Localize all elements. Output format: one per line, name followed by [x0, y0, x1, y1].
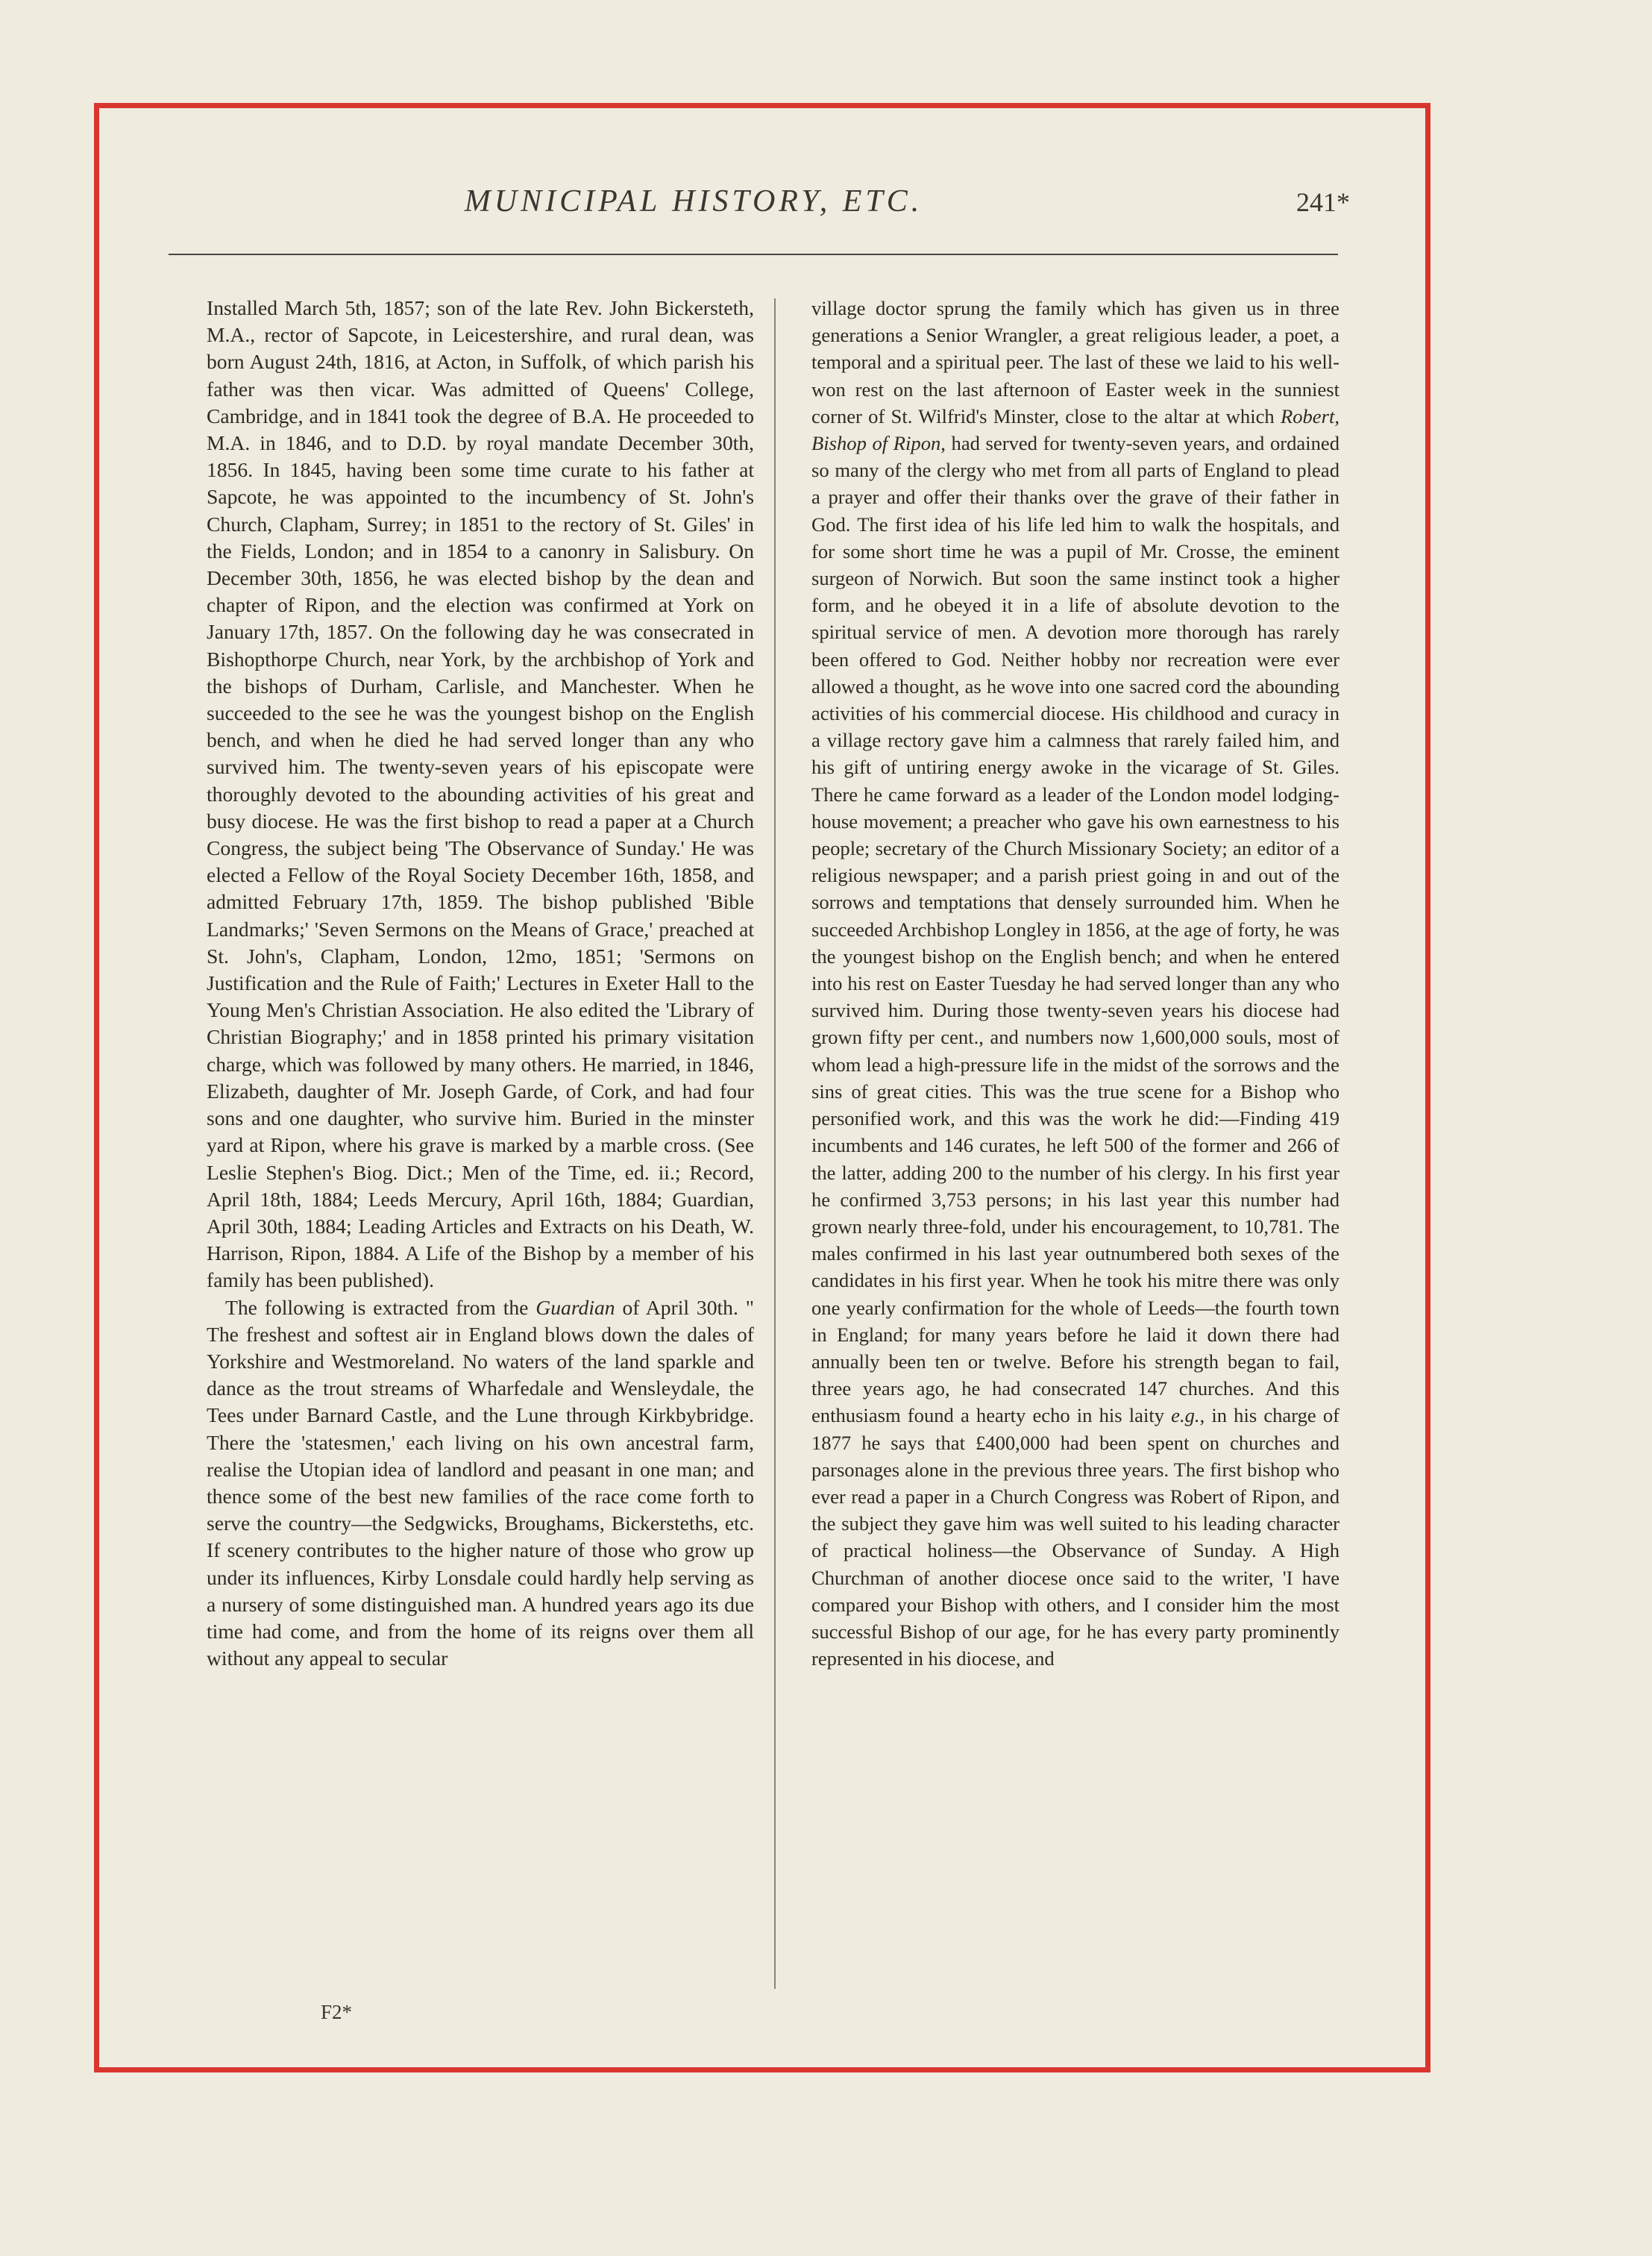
left-paragraph-2-start: The following is extracted from the: [225, 1295, 536, 1319]
right-text-1: village doctor sprung the family which has given us in three generations a Senior Wrangler, a great religious leader, a poet, a temporal and a spiritual peer. The last of these we laid to his well-won rest on the last afternoon of Easter week in the sunniest corner of St. Wilfrid's Minster, close to the altar at which: [811, 297, 1339, 427]
guardian-title: Guardian: [536, 1295, 615, 1319]
right-paragraph: [811, 295, 1339, 1672]
left-paragraph-2-rest: of April 30th. " The freshest and softest air in England blows down the dales of Yorkshire and Westmoreland. No waters of the land sparkle and dance as the trout streams of Wharfedale and Wensleydale, the Tees under Barnard Castle, and the Lune through Kirkbybridge. There the 'statesmen,' each living on his own ancestral farm, realise the Utopian idea of landlord and peasant in one man; and thence some of the best new families of the race come forth to serve the country—the Sedgwicks, Broughams, Bickersteths, etc. If scenery contributes to the higher nature of those who grow up under its influences, Kirby Lonsdale could hardly help serving as a nursery of some distinguished man. A hundred years ago its due time had come, and from the home of its reigns over them all without any appeal to secular: [207, 1295, 755, 1670]
eg-abbrev: e.g.: [1171, 1404, 1200, 1427]
page-number: 241*: [1296, 187, 1350, 217]
header-rule: [169, 254, 1338, 255]
right-text-3: , in his charge of 1877 he says that £400,000 had been spent on churches and parsonages alone in the previous three years. The first bishop who ever read a paper in a Church Congress was Robert of Ripon, and the subject they gave him was well suited to his leading character of practical holiness—the Observance of Sunday. A High Churchman of another diocese once said to the writer, 'I have compared your Bishop with others, and I consider him the most successful Bishop of our age, for he has every party prominently represented in his diocese, and: [811, 1404, 1339, 1670]
left-paragraph-1: Installed March 5th, 1857; son of the late Rev. John Bickersteth, M.A., rector of Sapcote, in Leicestershire, and rural dean, was born August 24th, 1816, at Acton, in Suffolk, of which parish his father was then vicar. Was admitted of Queens' College, Cambridge, and in 1841 took the degree of B.A. He proceeded to M.A. in 1846, and to D.D. by royal mandate December 30th, 1856. In 1845, having been some time curate to his father at Sapcote, he was appointed to the incumbency of St. John's Church, Clapham, Surrey; in 1851 to the rectory of St. Giles' in the Fields, London; and in 1854 to a canonry in Salisbury. On December 30th, 1856, he was elected bishop by the dean and chapter of Ripon, and the election was confirmed at York on January 17th, 1857. On the following day he was consecrated in Bishopthorpe Church, near York, by the archbishop of York and the bishops of Durham, Carlisle, and Manchester. When he succeeded to the see he was the youngest bishop on the English bench, and when he died he had served longer than any who survived him. The twenty-seven years of his episcopate were thoroughly devoted to the abounding activities of his great and busy diocese. He was the first bishop to read a paper at a Church Congress, the subject being 'The Observance of Sunday.' He was elected a Fellow of the Royal Society December 16th, 1858, and admitted February 17th, 1859. The bishop published 'Bible Landmarks;' 'Seven Sermons on the Means of Grace,' preached at St. John's, Clapham, London, 12mo, 1851; 'Sermons on Justification and the Rule of Faith;' Lectures in Exeter Hall to the Young Men's Christian Association. He also edited the 'Library of Christian Biography;' and in 1858 printed his primary visitation charge, which was followed by many others. He married, in 1846, Elizabeth, daughter of Mr. Joseph Garde, of Cork, and had four sons and one daughter, who survive him. Buried in the minster yard at Ripon, where his grave is marked by a marble cross. (See Leslie Stephen's Biog. Dict.; Men of the Time, ed. ii.; Record, April 18th, 1884; Leeds Mercury, April 16th, 1884; Guardian, April 30th, 1884; Leading Articles and Extracts on his Death, W. Harrison, Ripon, 1884. A Life of the Bishop by a member of his family has been published).: [207, 296, 754, 1292]
running-head: MUNICIPAL HISTORY, ETC.: [464, 184, 923, 219]
right-text-2: , had served for twenty-seven years, and ordained so many of the clergy who met from all parts of England to plead a prayer and offer their thanks over the grave of their father in God. The first idea of his life led him to walk the hospitals, and for some short time he was a pupil of Mr. Crosse, the eminent surgeon of Norwich. But soon the same instinct took a higher form, and he obeyed it in a life of absolute devotion to the spiritual service of men. A devotion more thorough has rarely been offered to God. Neither hobby nor recreation were ever allowed a thought, as he wove into one sacred cord the abounding activities of his commercial diocese. His childhood and curacy in a village rectory gave him a calmness that rarely failed him, and his gift of untiring energy awoke in the vicarage of St. Giles. There he came forward as a leader of the London model lodging-house movement; a preacher who gave his own earnestness to his people; secretary of the Church Missionary Society; an editor of a religious newspaper; and a parish priest going in and out of the sorrows and temptations that densely surrounded him. When he succeeded Archbishop Longley in 1856, at the age of forty, he was the youngest bishop on the English bench; and when he entered into his rest on Easter Tuesday he had served longer than any who survived him. During those twenty-seven years his diocese had grown fifty per cent., and numbers now 1,600,000 souls, most of whom lead a high-pressure life in the midst of the sorrows and the sins of great cities. This was the true scene for a Bishop who personified work, and this was the work he did:—Finding 419 incumbents and 146 curates, he left 500 of the former and 266 of the latter, adding 200 to the number of his clergy. In his first year he confirmed 3,753 persons; in his last year this number had grown nearly three-fold, under his encouragement, to 10,781. The males confirmed in his last year outnumbered both sexes of the candidates in his first year. When he took his mitre there was only one yearly confirmation for the whole of Leeds—the fourth town in England; for many years before he laid it down there had annually been ten or twelve. Before his strength began to fail, three years ago, he had consecrated 147 churches. And this enthusiasm found a hearty echo in his laity: [811, 432, 1339, 1427]
right-column: [811, 295, 1339, 1672]
column-divider: [774, 298, 776, 1989]
left-paragraph-2: [207, 1294, 754, 1673]
bishop-title: Robert, Bishop of Ripon: [811, 404, 1339, 455]
signature-mark: F2*: [321, 2001, 353, 2023]
left-column: [207, 295, 754, 1672]
